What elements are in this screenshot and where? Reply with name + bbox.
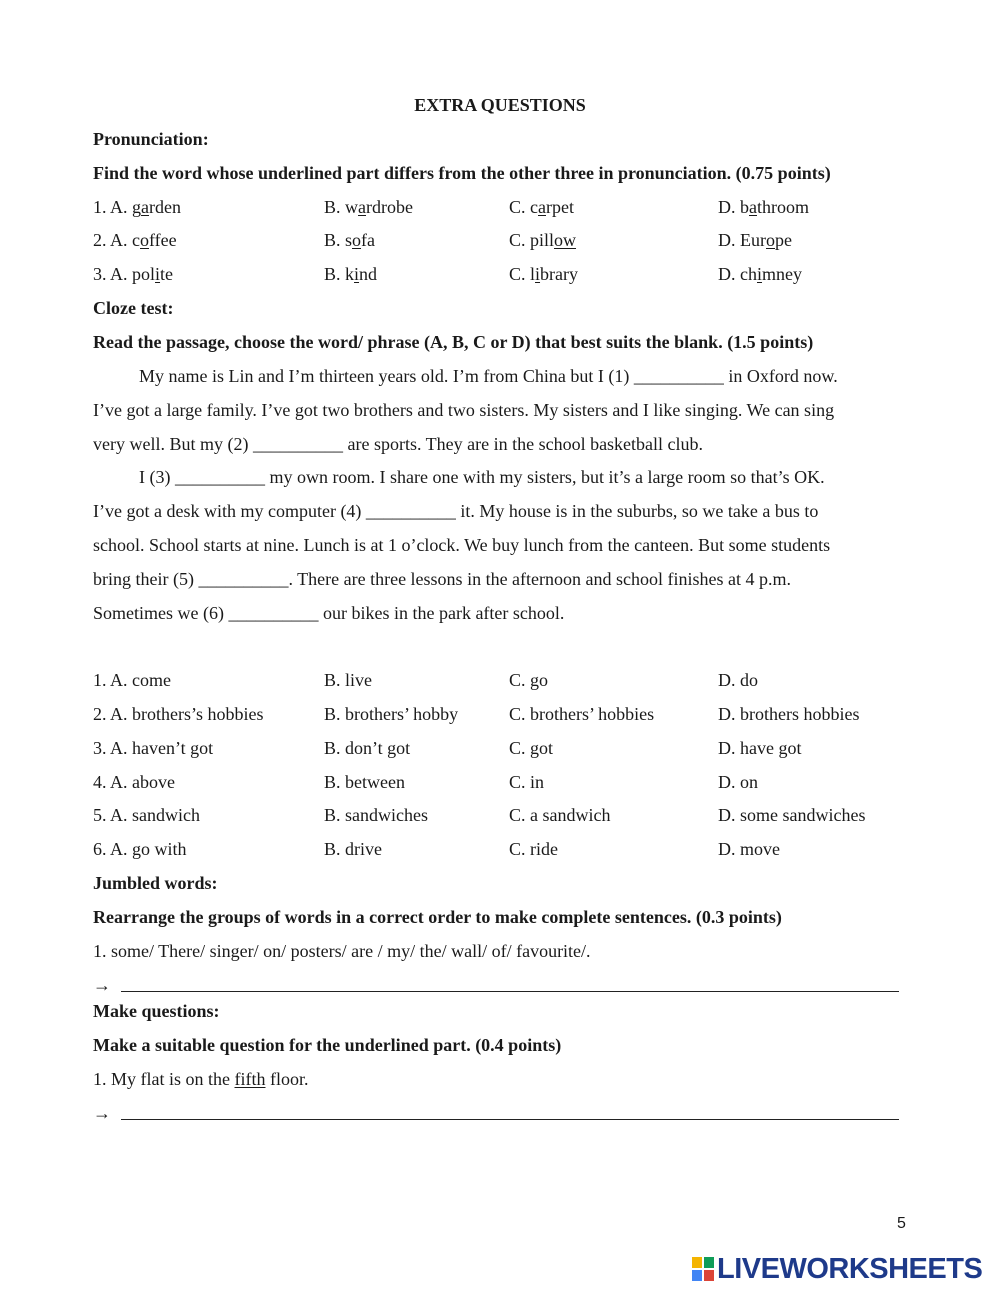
cloze-option: B. sandwiches [324,805,428,825]
cloze-option: D. do [718,670,758,690]
cloze-option: 2. A. brothers’s hobbies [93,704,264,724]
pron-option: C. pillow [509,230,577,250]
pron-option: 3. A. polite [93,264,174,284]
jumbled-item: 1. some/ There/ singer/ on/ posters/ are / my/ the/ wall/ of/ favourite/. [93,941,591,961]
passage-line: school. School starts at nine. Lunch is at 1 o’clock. We buy lunch from the canteen. But some students [93,535,831,555]
liveworksheets-logo[interactable] [692,1254,982,1284]
cloze-option: B. live [324,670,372,690]
cloze-option: D. brothers hobbies [718,704,860,724]
passage-line: bring their (5) __________. There are three lessons in the afternoon and school finishes at 4 p.m. [93,569,791,589]
cloze-option: D. have got [718,738,802,758]
jumbled-heading: Jumbled words: [93,873,218,893]
page-number: 5 [897,1215,906,1232]
pron-option: D. Europe [718,230,792,250]
pron-option: 1. A. garden [93,197,181,217]
cloze-heading: Cloze test: [93,298,174,318]
jumbled-instruction: Rearrange the groups of words in a correct order to make complete sentences. (0.3 points) [93,907,782,927]
pronunciation-instruction: Find the word whose underlined part differs from the other three in pronunciation. (0.75 points) [93,163,831,183]
make-questions-heading: Make questions: [93,1001,220,1021]
cloze-option: D. move [718,839,780,859]
pron-option: B. wardrobe [324,197,413,217]
arrow-icon: → [93,975,111,995]
cloze-option: C. go [509,670,549,690]
cloze-option: C. brothers’ hobbies [509,704,655,724]
pron-option: C. library [509,264,579,284]
cloze-option: 6. A. go with [93,839,187,859]
passage-line: I’ve got a large family. I’ve got two brothers and two sisters. My sisters and I like singing. We can sing [93,400,835,420]
arrow-icon: → [93,1103,111,1123]
cloze-option: 1. A. come [93,670,171,690]
pron-option: C. carpet [509,197,574,217]
cloze-option: B. don’t got [324,738,411,758]
answer-line[interactable] [121,991,899,992]
cloze-option: 3. A. haven’t got [93,738,214,758]
pron-option: D. bathroom [718,197,809,217]
cloze-option: B. brothers’ hobby [324,704,459,724]
pron-option: D. chimney [718,264,803,284]
pronunciation-heading: Pronunciation: [93,129,209,149]
passage-line: I’ve got a desk with my computer (4) __________ it. My house is in the suburbs, so we take a bus to [93,501,819,521]
logo-mark-icon [692,1257,714,1281]
make-questions-instruction: Make a suitable question for the underlined part. (0.4 points) [93,1035,562,1055]
answer-line[interactable] [121,1119,899,1120]
pron-option: B. kind [324,264,378,284]
cloze-option: 4. A. above [93,772,175,792]
cloze-option: B. drive [324,839,382,859]
cloze-option: C. got [509,738,554,758]
page-title: EXTRA QUESTIONS [414,95,586,115]
make-questions-item: 1. My flat is on the fifth floor. [93,1069,309,1089]
cloze-option: D. on [718,772,758,792]
logo-text: LIVEWORKSHEETS [717,1253,983,1285]
passage-line: Sometimes we (6) __________ our bikes in the park after school. [93,603,565,623]
cloze-instruction: Read the passage, choose the word/ phrase (A, B, C or D) that best suits the blank. (1.5 points) [93,332,814,352]
cloze-option: B. between [324,772,405,792]
passage-line: very well. But my (2) __________ are sports. They are in the school basketball club. [93,434,704,454]
passage-line: My name is Lin and I’m thirteen years old. I’m from China but I (1) __________ in Oxford now. [139,366,838,386]
cloze-option: C. a sandwich [509,805,611,825]
passage-line: I (3) __________ my own room. I share one with my sisters, but it’s a large room so that’s OK. [139,467,825,487]
cloze-option: C. ride [509,839,558,859]
pron-option: 2. A. coffee [93,230,177,250]
pron-option: B. sofa [324,230,375,250]
cloze-option: 5. A. sandwich [93,805,200,825]
cloze-option: C. in [509,772,545,792]
cloze-option: D. some sandwiches [718,805,866,825]
